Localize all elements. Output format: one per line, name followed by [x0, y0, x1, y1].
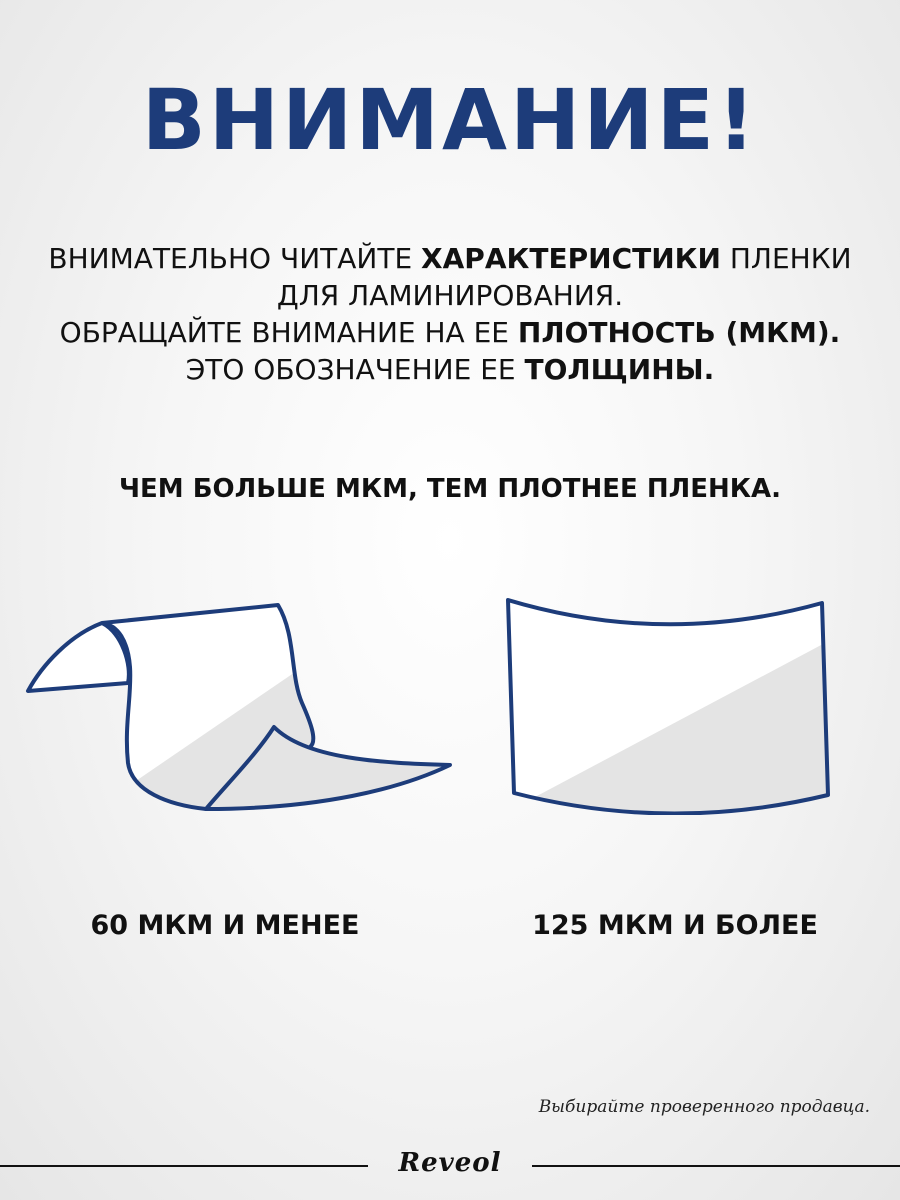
intro-line-4-text: ЭТО ОБОЗНАЧЕНИЕ ЕЕ — [185, 353, 525, 386]
intro-line-1-end: ПЛЕНКИ — [720, 242, 852, 275]
intro-line-2: ДЛЯ ЛАМИНИРОВАНИЯ. — [276, 279, 624, 312]
intro-line-1-text: ВНИМАТЕЛЬНО ЧИТАЙТЕ — [48, 242, 422, 275]
intro-highlight-thickness: ТОЛЩИНЫ. — [524, 353, 715, 386]
caption-thick-film: 125 МКМ И БОЛЕЕ — [532, 910, 818, 941]
intro-highlight-density: ПЛОТНОСТЬ (МКМ). — [517, 316, 841, 349]
intro-line-4 — [0, 351, 900, 388]
slogan-text: Выбирайте проверенного продавца. — [538, 1097, 870, 1117]
intro-line-3 — [0, 314, 900, 351]
rule-text: ЧЕМ БОЛЬШЕ МКМ, ТЕМ ПЛОТНЕЕ ПЛЕНКА. — [119, 474, 781, 504]
thin-film-top-curl — [28, 623, 129, 691]
intro-line-3-text: ОБРАЩАЙТЕ ВНИМАНИЕ НА ЕЕ — [59, 316, 518, 349]
footer-divider-right — [532, 1165, 900, 1167]
page-title: ВНИМАНИЕ! — [141, 71, 759, 169]
footer-divider-left — [0, 1165, 368, 1167]
intro-line-1 — [0, 240, 900, 277]
brand-logo: Reveol — [398, 1148, 502, 1178]
intro-text — [0, 240, 900, 388]
thick-film-illustration — [500, 595, 840, 815]
thin-film-illustration — [20, 595, 460, 820]
caption-thin-film: 60 МКМ И МЕНЕЕ — [90, 910, 360, 941]
intro-highlight-characteristics: ХАРАКТЕРИСТИКИ — [421, 242, 721, 275]
